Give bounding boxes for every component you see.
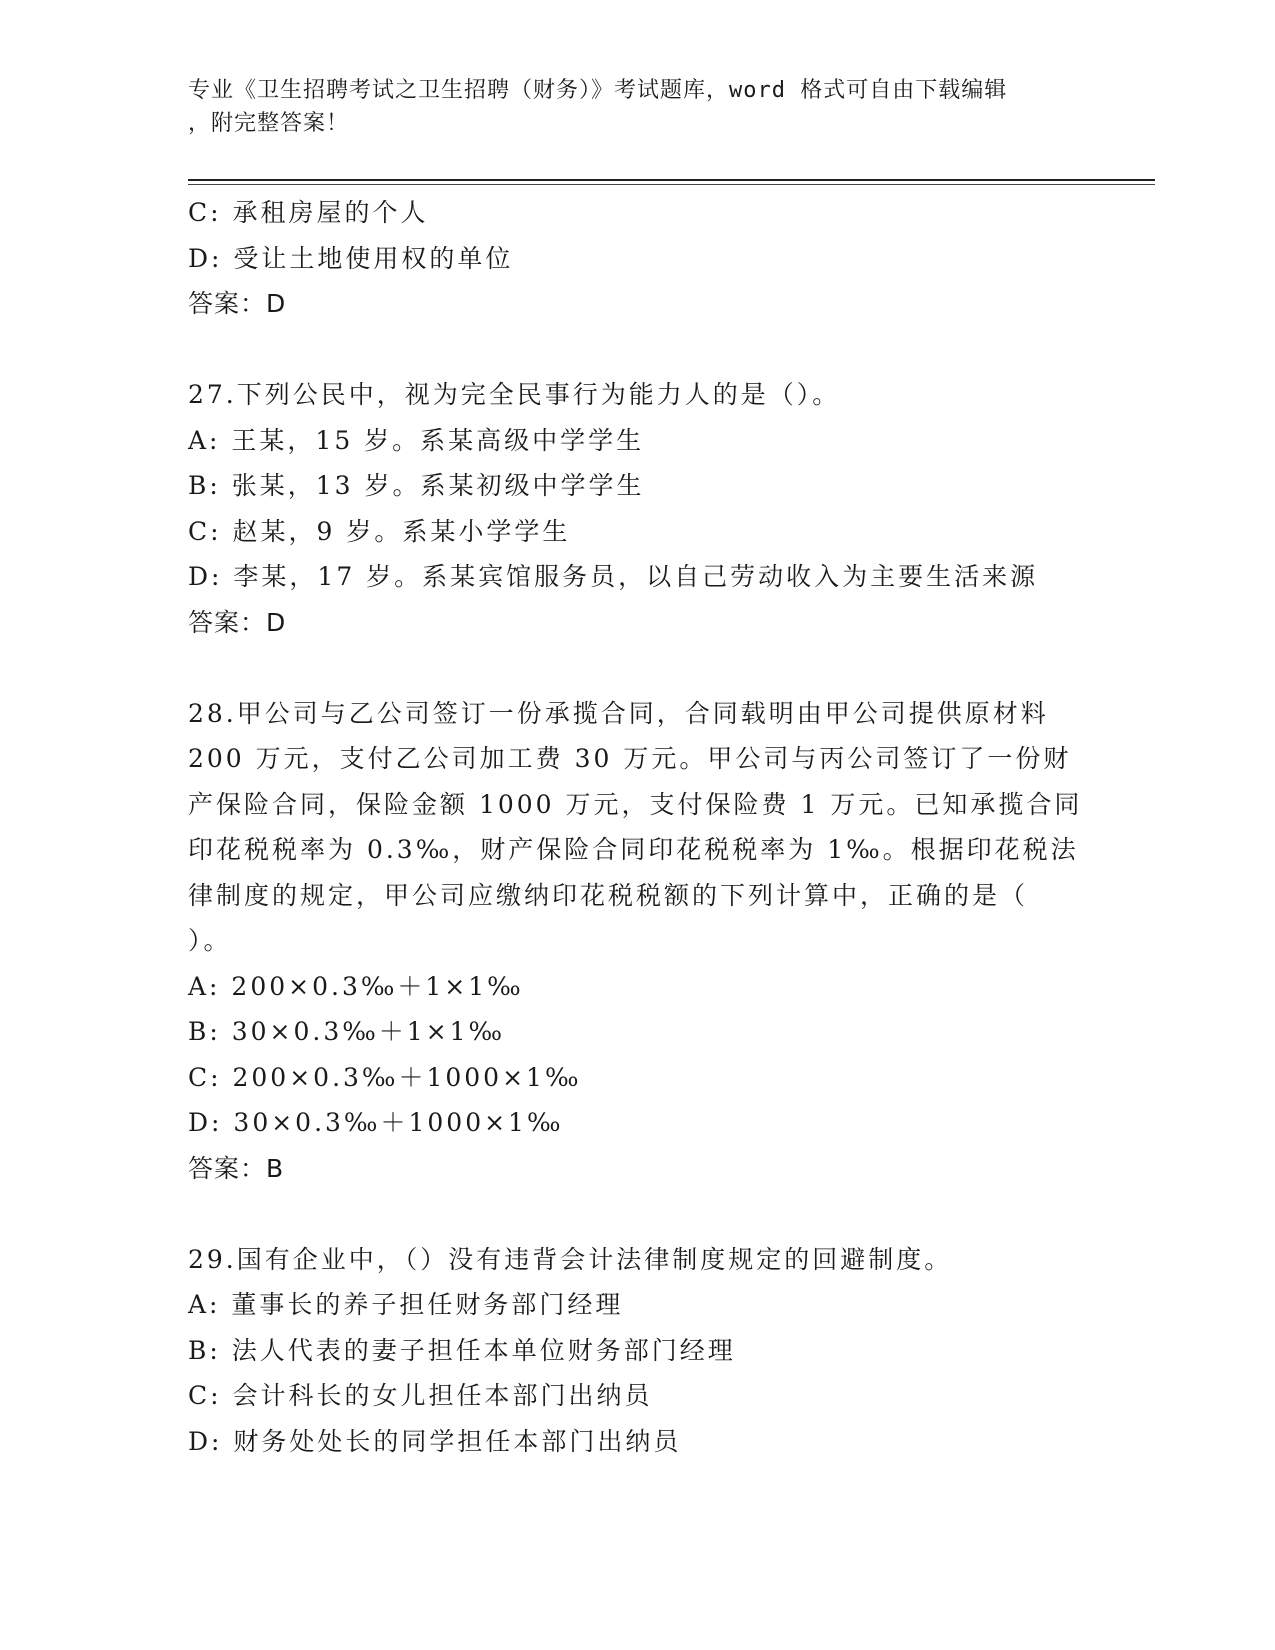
document-header: [188, 74, 1078, 140]
question-28: [188, 691, 1088, 1192]
option-d: D: 受让土地使用权的单位: [188, 243, 514, 273]
question-27: [188, 372, 1088, 645]
option-a: A: 王某，15 岁。系某高级中学学生: [188, 425, 645, 455]
option-a: A: 200×0.3‰＋1×1‰: [188, 971, 524, 1001]
answer-line: 答案：B: [188, 1153, 285, 1183]
question-stem: 27.下列公民中，视为完全民事行为能力人的是（）。: [188, 380, 841, 409]
header-divider-thick: [188, 179, 1155, 181]
option-c: C: 200×0.3‰＋1000×1‰: [188, 1062, 582, 1092]
question-stem-line: 28.甲公司与乙公司签订一份承揽合同，合同载明由甲公司提供原材料: [188, 698, 1049, 728]
question-stem-line: 印花税税率为 0.3‰，财产保险合同印花税税率为 1‰。根据印花税法: [188, 835, 1079, 864]
header-line-1: 专业《卫生招聘考试之卫生招聘（财务）》考试题库，word 格式可自由下载编辑: [188, 78, 1008, 103]
question-list: [188, 190, 1088, 1464]
option-d: D: 李某，17 岁。系某宾馆服务员，以自己劳动收入为主要生活来源: [188, 562, 1039, 591]
option-a: A: 董事长的养子担任财务部门经理: [188, 1290, 624, 1319]
spacer: [188, 645, 1088, 691]
spacer: [188, 1191, 1088, 1237]
header-divider-thin: [188, 184, 1155, 185]
header-line-2: ，附完整答案！: [188, 111, 350, 136]
option-c: C: 会计科长的女儿担任本部门出纳员: [188, 1381, 653, 1410]
option-b: B: 法人代表的妻子担任本单位财务部门经理: [188, 1335, 736, 1365]
question-stem-line: 200 万元，支付乙公司加工费 30 万元。甲公司与丙公司签订了一份财: [188, 744, 1072, 773]
option-b: B: 30×0.3‰＋1×1‰: [188, 1017, 506, 1046]
option-d: D: 财务处处长的同学担任本部门出纳员: [188, 1426, 682, 1456]
question-stem-line: 律制度的规定，甲公司应缴纳印花税税额的下列计算中，正确的是（: [188, 880, 1029, 910]
answer-line: 答案：D: [188, 289, 287, 318]
question-29: [188, 1237, 1088, 1465]
option-d: D: 30×0.3‰＋1000×1‰: [188, 1108, 564, 1137]
option-c: C: 承租房屋的个人: [188, 198, 429, 227]
option-c: C: 赵某，9 岁。系某小学学生: [188, 516, 571, 546]
spacer: [188, 327, 1088, 373]
question-stem-line: 产保险合同，保险金额 1000 万元，支付保险费 1 万元。已知承揽合同: [188, 789, 1083, 819]
option-b: B: 张某，13 岁。系某初级中学学生: [188, 471, 645, 500]
question-stem-line: ）。: [188, 926, 232, 955]
question-26-tail: [188, 190, 1088, 327]
question-stem: 29.国有企业中，（）没有违背会计法律制度规定的回避制度。: [188, 1244, 953, 1274]
answer-line: 答案：D: [188, 607, 287, 637]
